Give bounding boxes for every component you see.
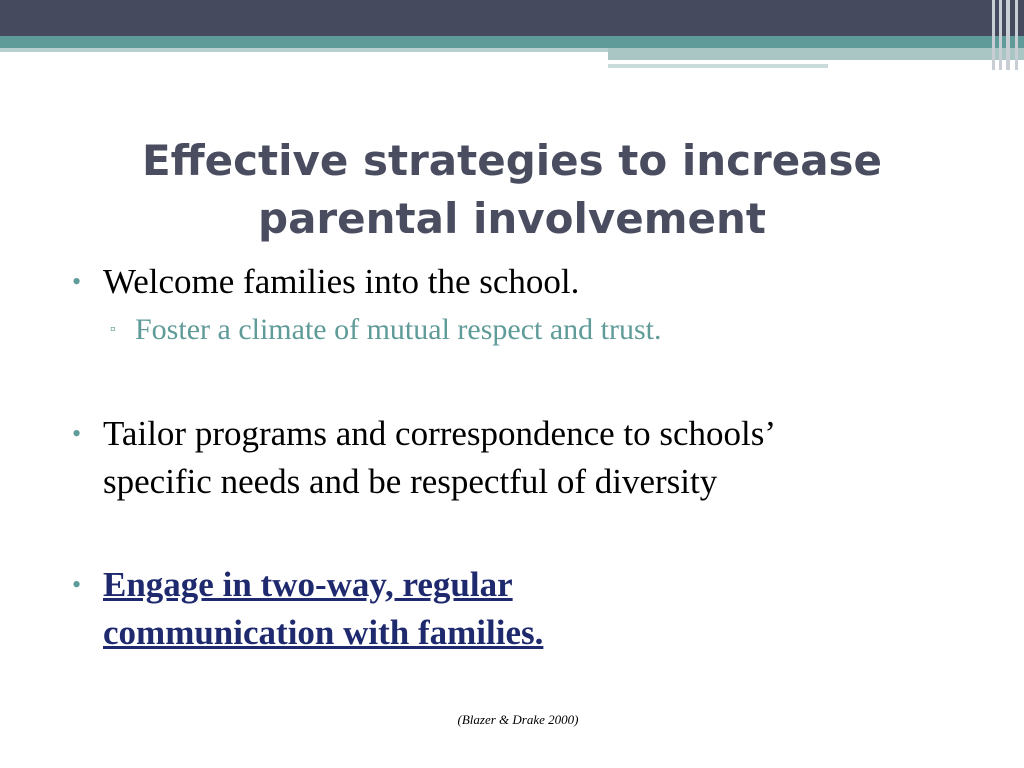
header-band-right-block — [608, 48, 1024, 60]
header-band-teal — [0, 36, 1024, 48]
citation: (Blazer & Drake 2000) — [457, 712, 579, 727]
header-band-dark — [0, 0, 1024, 36]
bullet-engage-line-2[interactable]: communication with families. — [103, 613, 544, 652]
header-band-right-thin — [608, 64, 828, 68]
bullet-engage-line-1[interactable]: Engage in two-way, regular — [103, 565, 513, 604]
bullet-tailor-line-2: specific needs and be respectful of diversity — [103, 462, 718, 501]
bullet-tailor-line-1: Tailor programs and correspondence to schools’ — [103, 414, 777, 453]
bullet-dot-icon: • — [72, 570, 82, 599]
sub-bullet-foster-text: Foster a climate of mutual respect and trust. — [135, 313, 662, 346]
bullet-engage-link[interactable] — [103, 561, 972, 657]
bullet-dot-icon: • — [72, 267, 82, 296]
spacer — [72, 354, 972, 410]
slide-body — [72, 258, 972, 657]
square-bullet-icon: ▫ — [110, 321, 116, 338]
slide-title — [80, 132, 944, 248]
bullet-engage — [72, 561, 972, 657]
title-line-1: Effective strategies to increase — [141, 136, 883, 185]
header-stripes — [990, 0, 1024, 70]
bullet-welcome-text: Welcome families into the school. — [103, 262, 580, 301]
bullet-dot-icon: • — [72, 419, 82, 448]
sub-bullet-foster — [72, 306, 972, 354]
title-line-2: parental involvement — [258, 194, 766, 243]
bullet-tailor — [72, 410, 972, 506]
header-band-right-line — [608, 60, 948, 62]
bullet-welcome — [72, 258, 972, 306]
spacer — [72, 506, 972, 561]
